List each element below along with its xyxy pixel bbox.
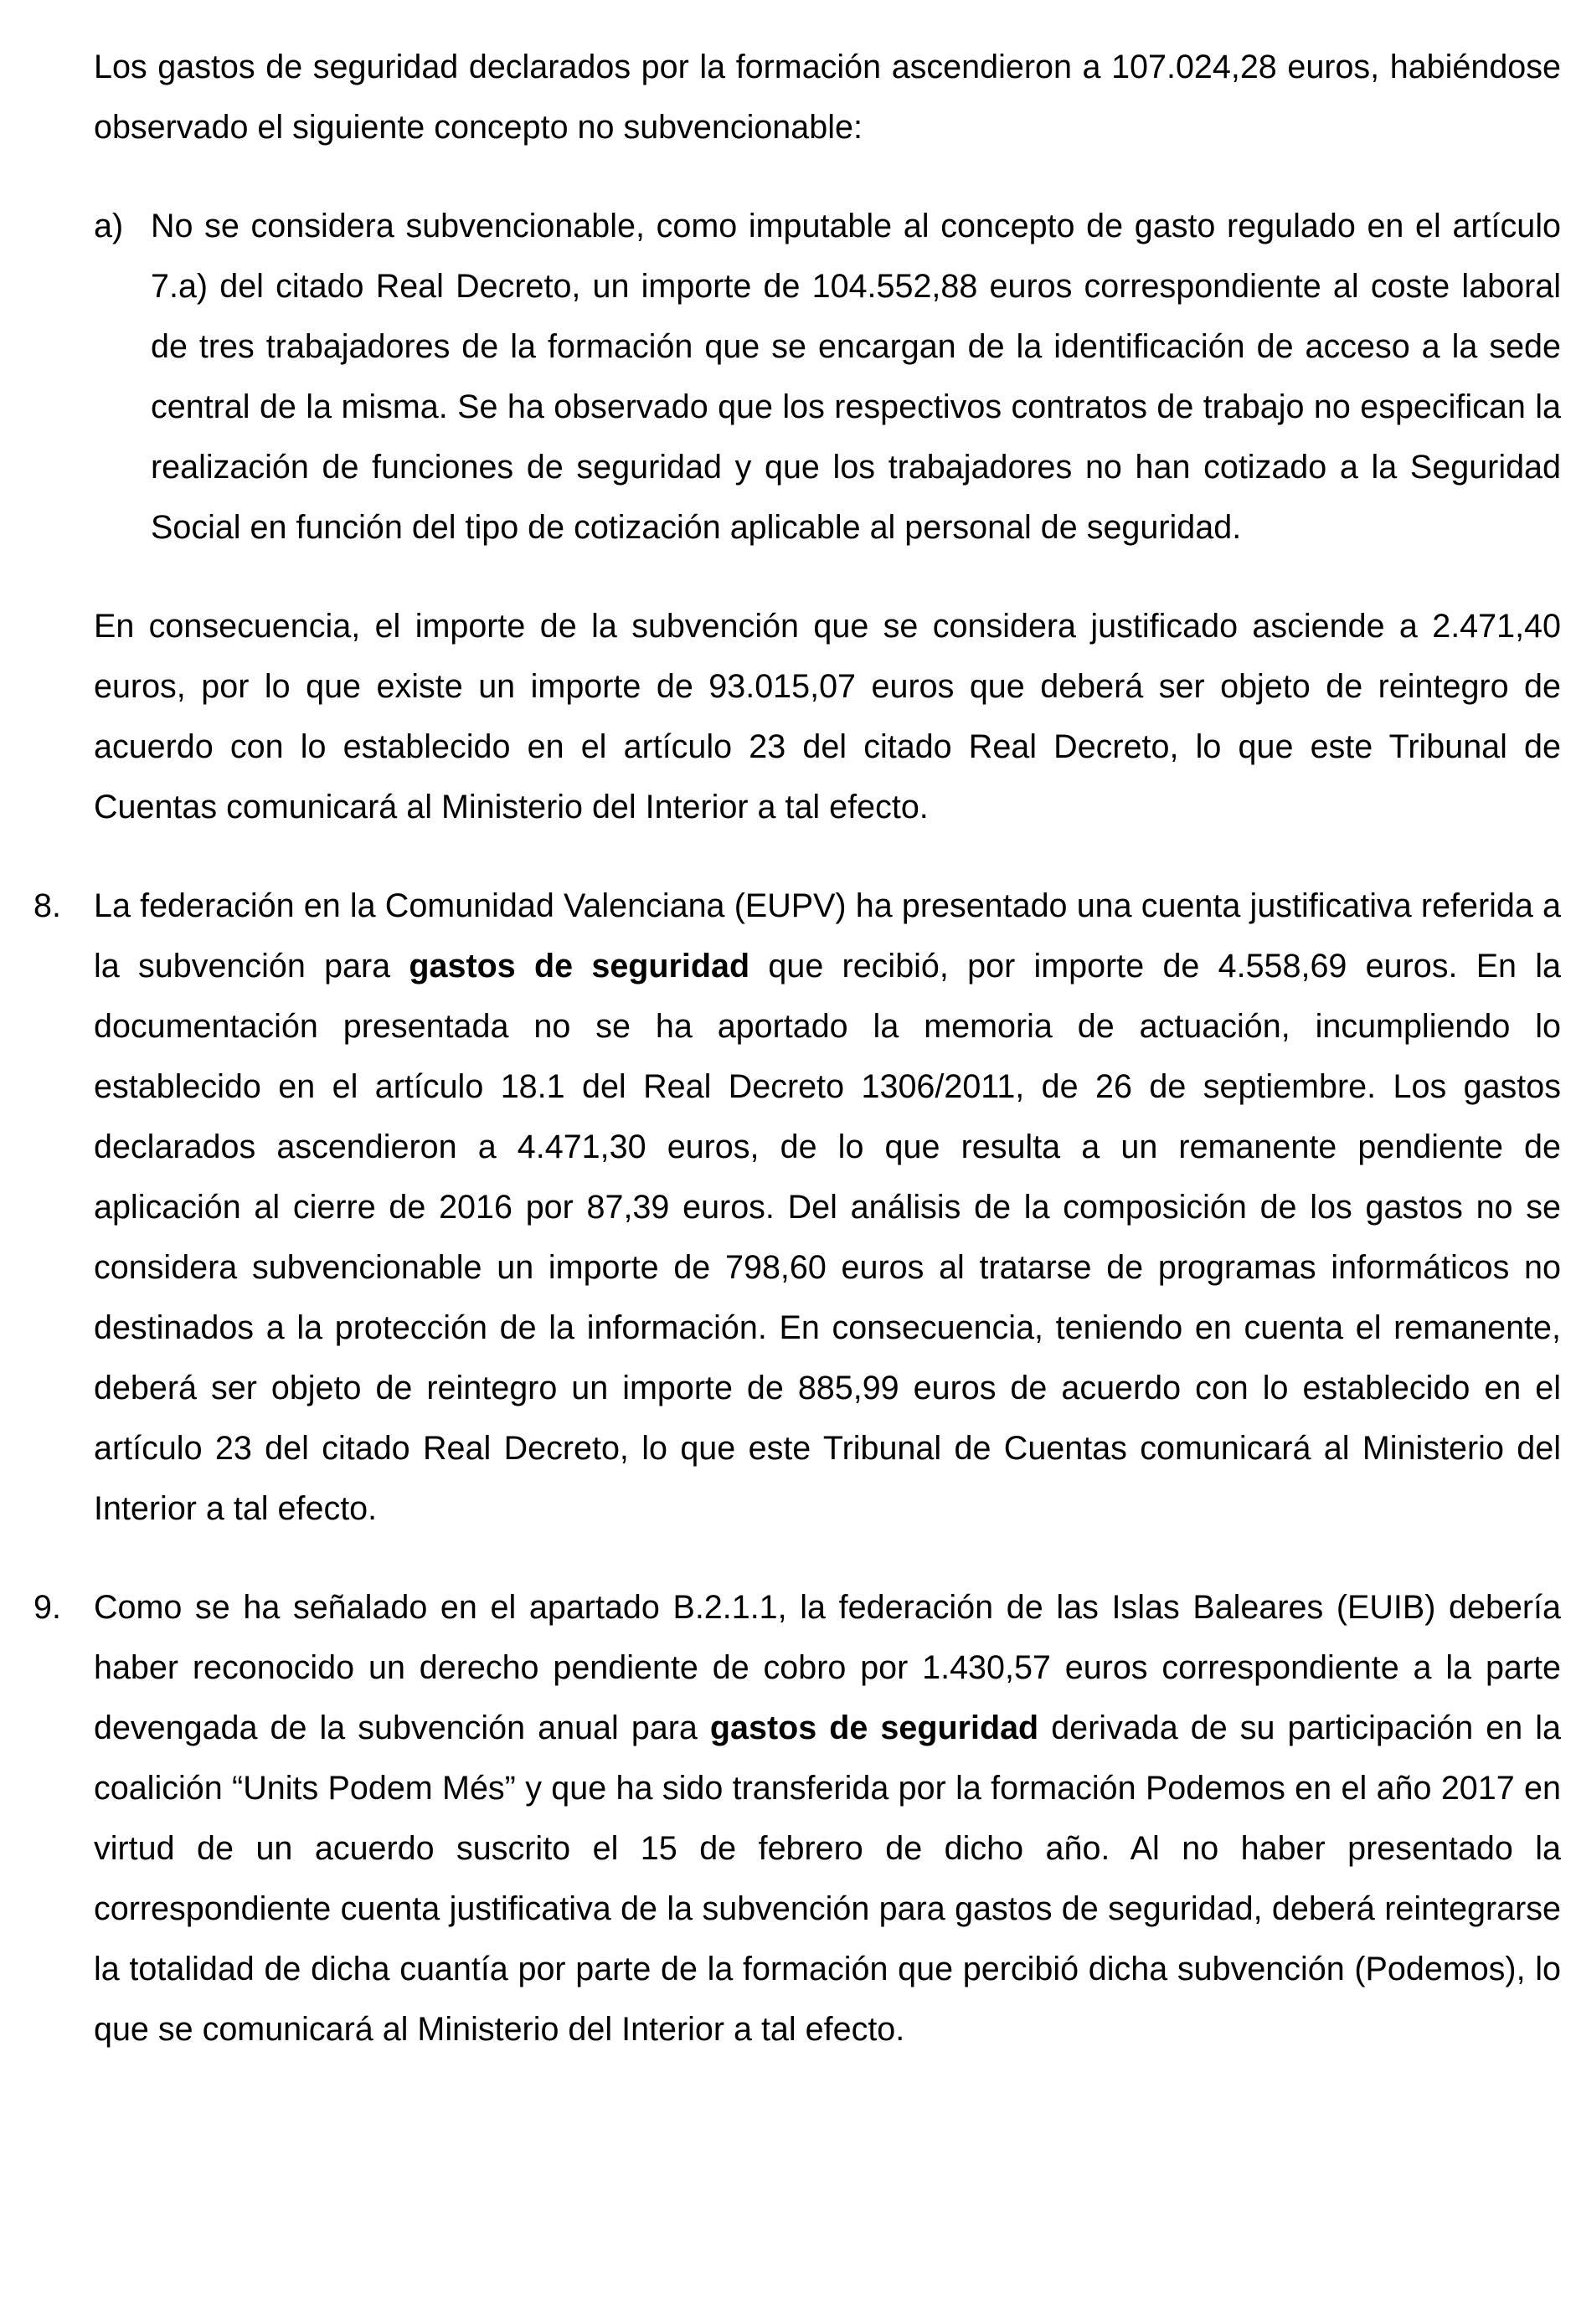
numbered-item-8 [33,876,1562,1539]
list-item-a-text: No se considera subvencionable, como imputable al concepto de gasto regulado en el artículo 7.a) del citado Real Decreto, un importe de 104.552,88 euros correspondiente al coste laboral de tres trabajadores de la formación que se encargan de la identificación de acceso a la sede central de la misma. Se ha observado que los respectivos contratos de trabajo no especifican la realización de funciones de seguridad y que los trabajadores no han cotizado a la Seguridad Social en función del tipo de cotización aplicable al personal de seguridad. [151,208,1561,546]
item-9-text-end: derivada de su participación en la coalición “Units Podem Més” y que ha sido transferida por la formación Podemos en el año 2017 en virtud de un acuerdo suscrito el 15 de febrero de dicho año. Al no haber presentado la correspondiente cuenta justificativa de la subvención para gastos de seguridad, deberá reintegrarse la totalidad de dicha cuantía por parte de la formación que percibió dicha subvención (Podemos), lo que se comunicará al Ministerio del Interior a tal efecto. [94,1710,1561,2048]
item-number-8: 8. [33,887,61,924]
item-9-text-start: Como se ha señalado en el apartado B.2.1.1, la federación de las Islas Baleares (EUIB) debería haber reconocido un derecho pendiente de cobro por 1.430,57 euros correspondiente a la parte devengada de la subvención anual para [94,1589,1561,1746]
numbered-item-9 [33,1577,1561,2059]
item-8-text-end: que recibió, por importe de 4.558,69 euros. En la documentación presentada no se ha aportado la memoria de actuación, incumpliendo lo establecido en el artículo 18.1 del Real Decreto 1306/2011, de 26 de septiembre. Los gastos declarados ascendieron a 4.471,30 euros, de lo que resulta a un remanente pendiente de aplicación al cierre de 2016 por 87,39 euros. Del análisis de la composición de los gastos no se considera subvencionable un importe de 798,60 euros al tratarse de programas informáticos no destinados a la protección de la información. En consecuencia, teniendo en cuenta el remanente, deberá ser objeto de reintegro un importe de 885,99 euros de acuerdo con lo establecido en el artículo 23 del citado Real Decreto, lo que este Tribunal de Cuentas comunicará al Ministerio del Interior a tal efecto. [94,948,1562,1527]
list-item-a [94,196,1561,558]
paragraph-intro: Los gastos de seguridad declarados por la formación ascendieron a 107.024,28 euros, habiéndose observado el siguiente concepto no subvencionable: [94,49,1561,146]
item-9-bold-term: gastos de seguridad [709,1710,1039,1746]
item-8-text-start: La federación en la Comunidad Valenciana (EUPV) ha presentado una cuenta justificativa referida a la subvención para [94,887,1561,985]
document-page [33,37,1562,2098]
paragraph-consecuencia: En consecuencia, el importe de la subvención que se considera justificado asciende a 2.471,40 euros, por lo que existe un importe de 93.015,07 euros que deberá ser objeto de reintegro de acuerdo con lo establecido en el artículo 23 del citado Real Decreto, lo que este Tribunal de Cuentas comunicará al Ministerio del Interior a tal efecto. [94,608,1561,825]
item-8-bold-term: gastos de seguridad [409,948,750,985]
list-marker-a: a) [94,208,124,244]
item-number-9: 9. [33,1589,61,1626]
